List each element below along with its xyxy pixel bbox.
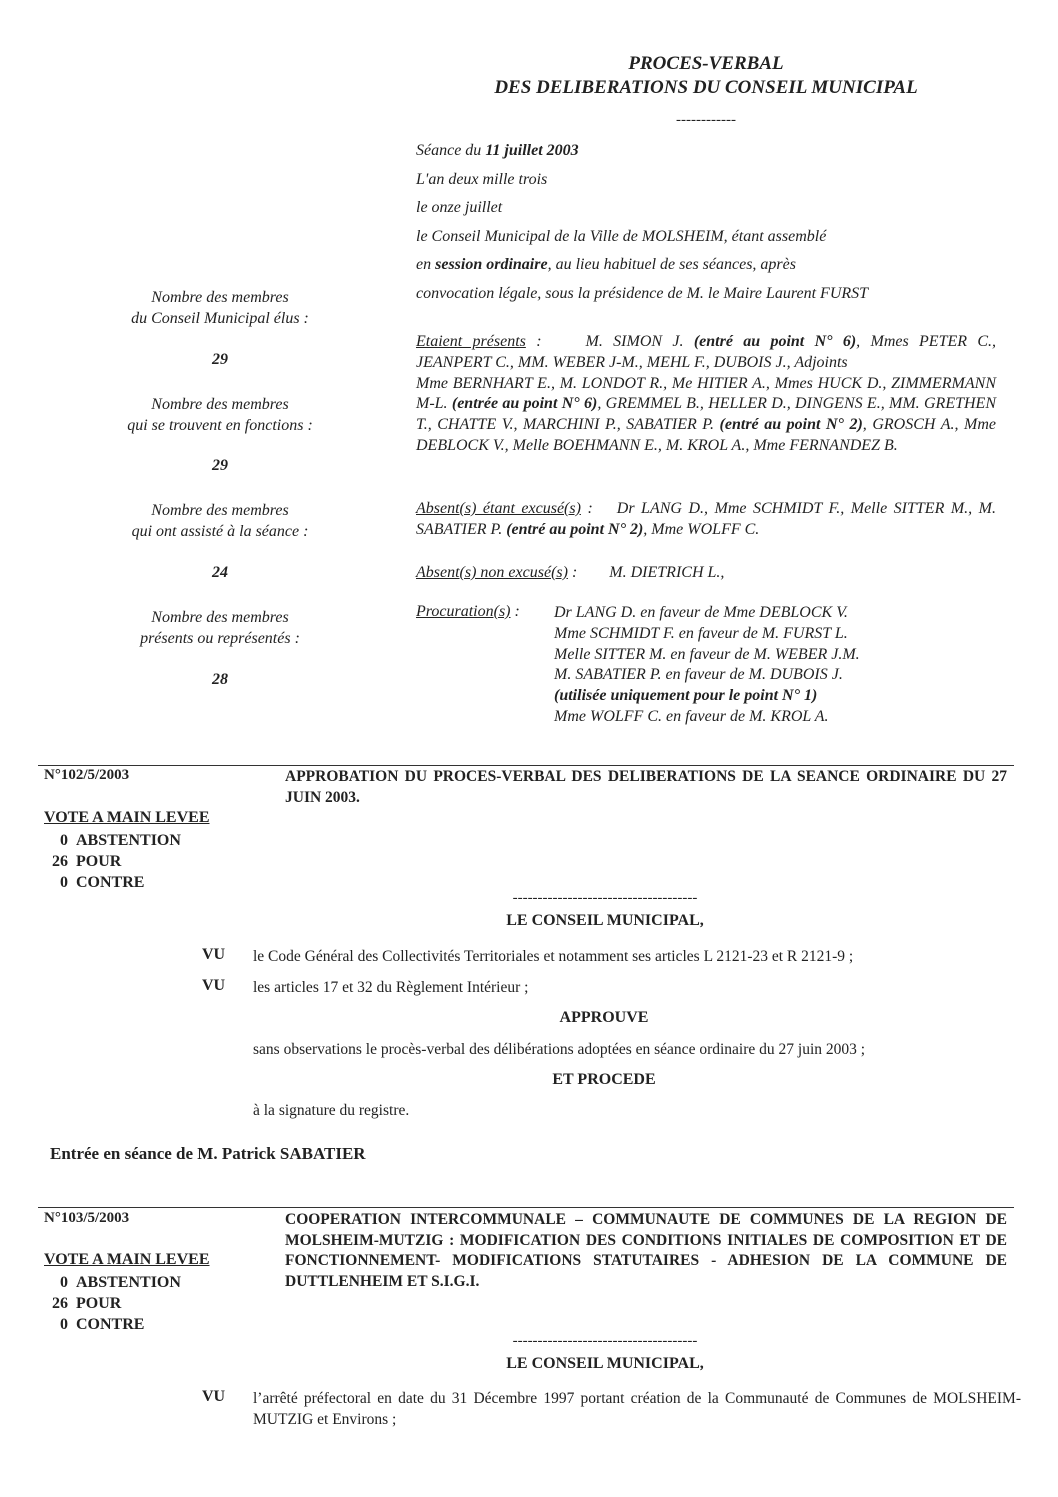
session-suffix: , au lieu habituel de ses séances, après <box>547 256 796 273</box>
vote-contre <box>44 1314 144 1335</box>
procuration-item: M. SABATIER P. en faveur de M. DUBOIS J. <box>554 666 843 684</box>
count-label-line1: Nombre des membres <box>151 609 289 626</box>
deliberation-subject: COOPERATION INTERCOMMUNALE – COMMUNAUTE DE COMMUNES DE LA REGION DE MOLSHEIM-MUTZIG : MODIFICATION DES CONDITIONS INITIALES DE COMPOSITION ET DE FONCTIONNEMENT- MODIFICATIONS STATUTAIRES - ADHESION DE LA COMMUNE DE DUTTLENHEIM ET S.I.G.I. <box>285 1211 1007 1290</box>
absents-non-excuses-label: Absent(s) non excusé(s) <box>416 564 568 581</box>
decision-heading-procede: ET PROCEDE <box>552 1071 656 1088</box>
decision-text-approuve: sans observations le procès-verbal des délibérations adoptées en séance ordinaire du 27 juin 2003 ; <box>253 1041 866 1058</box>
session-prefix: en <box>416 256 436 273</box>
seance-date <box>416 141 579 161</box>
count-elus-label <box>110 287 330 329</box>
vote-count: 0 <box>60 1316 68 1333</box>
presents-text-4: , GREMMEL B., HELLER D., DINGENS E., MM. GRETHEN T., CHATTE V., MARCHINI P., SABATIER P. <box>416 395 997 434</box>
vu-mark: VU <box>202 946 226 963</box>
vote-title: VOTE A MAIN LEVEE <box>44 809 210 826</box>
presents-note-3: (entré au point N° 2) <box>719 416 863 434</box>
count-assiste-value: 24 <box>212 564 228 581</box>
procuration-item: Mme SCHMIDT F. en faveur de M. FURST L. <box>554 624 848 642</box>
deliberation-number: N°102/5/2003 <box>44 767 130 783</box>
vote-abstention <box>44 1272 181 1293</box>
vu-mark: VU <box>202 1388 226 1405</box>
seance-line-presidence: convocation légale, sous la présidence de M. le Maire Laurent FURST <box>416 285 869 302</box>
presents-text-3: Mme BERNHART E., M. LONDOT R., Me HITIER A., Mmes HUCK D., ZIMMERMANN M-L. <box>416 374 996 413</box>
vu-text: le Code Général des Collectivités Territoriales et notamment ses articles L 2121-23 et R 2121-9 ; <box>253 948 854 965</box>
vu-mark: VU <box>202 977 226 994</box>
vote-count: 0 <box>60 874 68 891</box>
section-divider <box>38 1207 1014 1208</box>
presents-text-5: , GROSCH A., Mme DEBLOCK V., Melle BOEHMANN E., M. KROL A., Mme FERNANDEZ B. <box>416 416 997 454</box>
absents-non-excuses-sep: : <box>567 564 578 581</box>
vote-label: POUR <box>76 853 122 870</box>
absents-excuses-text-2: , Mme WOLFF C. <box>643 520 760 538</box>
absents-non-excuses <box>416 563 996 584</box>
presents-label: Etaient présents <box>416 333 526 350</box>
vote-label: POUR <box>76 1295 122 1312</box>
absents-excuses-sep: : <box>580 500 593 517</box>
procurations-list <box>554 603 860 728</box>
presents-paragraph <box>416 332 996 457</box>
decision-text-procede: à la signature du registre. <box>253 1102 410 1119</box>
count-label-line2: qui ont assisté à la séance : <box>131 523 309 540</box>
procuration-note: (utilisée uniquement pour le point N° 1) <box>554 687 818 705</box>
vu-text: les articles 17 et 32 du Règlement Intérieur ; <box>253 979 529 996</box>
decision-heading-approuve: APPROUVE <box>559 1009 649 1026</box>
vote-label: CONTRE <box>76 874 145 891</box>
session-type: session ordinaire <box>435 256 548 273</box>
absents-excuses-text-1: Dr LANG D., Mme SCHMIDT F., Melle SITTER M., M. SABATIER P. <box>416 500 996 538</box>
seance-line-day: le onze juillet <box>416 199 503 216</box>
count-label-line1: Nombre des membres <box>151 289 289 306</box>
absents-excuses-paragraph <box>416 499 996 541</box>
absents-non-excuses-text: M. DIETRICH L., <box>609 564 725 581</box>
procurations-label: Procuration(s) <box>416 603 511 620</box>
vu-text: l’arrêté préfectoral en date du 31 Décembre 1997 portant création de la Communauté de Communes de MOLSHEIM-MUTZIG et Environs ; <box>253 1390 1021 1428</box>
seance-date-prefix: Séance du <box>416 142 486 159</box>
vote-label: CONTRE <box>76 1316 145 1333</box>
count-representes-label <box>110 607 330 649</box>
vote-title: VOTE A MAIN LEVEE <box>44 1251 210 1268</box>
title-separator: ------------ <box>676 112 736 128</box>
absents-excuses-note: (entré au point N° 2) <box>506 520 644 538</box>
council-separator: ------------------------------------- <box>512 890 698 906</box>
count-label-line2: présents ou représentés : <box>140 630 300 647</box>
count-representes-value: 28 <box>212 671 228 688</box>
procuration-item: Mme WOLFF C. en faveur de M. KROL A. <box>554 707 829 725</box>
vote-abstention <box>44 830 181 851</box>
count-label-line2: du Conseil Municipal élus : <box>131 310 309 327</box>
procurations-sep: : <box>510 603 520 620</box>
procuration-item: Dr LANG D. en faveur de Mme DEBLOCK V. <box>554 604 848 621</box>
count-fonctions-value: 29 <box>212 457 228 474</box>
presents-note-2: (entrée au point N° 6) <box>451 395 598 413</box>
seance-date-value: 11 juillet 2003 <box>485 142 579 159</box>
presents-text-1: M. SIMON J. <box>585 333 694 350</box>
count-elus-value: 29 <box>212 351 228 368</box>
document-title-line1: PROCES-VERBAL <box>628 53 784 74</box>
document-title-line2: DES DELIBERATIONS DU CONSEIL MUNICIPAL <box>494 77 918 98</box>
vote-label: ABSTENTION <box>76 832 181 849</box>
presents-note-1: (entré au point N° 6) <box>693 333 857 350</box>
presents-text-2: , Mmes PETER C., JEANPERT C., MM. WEBER J-M., MEHL F., DUBOIS J., Adjoints <box>416 333 997 371</box>
council-separator: ------------------------------------- <box>512 1333 698 1349</box>
count-fonctions-label <box>110 394 330 436</box>
council-heading: LE CONSEIL MUNICIPAL, <box>506 912 704 929</box>
vote-label: ABSTENTION <box>76 1274 181 1291</box>
count-label-line1: Nombre des membres <box>151 502 289 519</box>
count-assiste-label <box>110 500 330 542</box>
deliberation-number: N°103/5/2003 <box>44 1210 130 1226</box>
count-label-line1: Nombre des membres <box>151 396 289 413</box>
presents-sep: : <box>525 333 542 350</box>
count-label-line2: qui se trouvent en fonctions : <box>127 417 313 434</box>
council-heading: LE CONSEIL MUNICIPAL, <box>506 1355 704 1372</box>
procuration-item: Melle SITTER M. en faveur de M. WEBER J.M. <box>554 645 860 663</box>
entree-note: Entrée en séance de M. Patrick SABATIER <box>50 1144 366 1163</box>
section-divider <box>38 765 1014 766</box>
vote-pour <box>44 1293 121 1314</box>
vote-count: 0 <box>60 1274 68 1291</box>
seance-line-council: le Conseil Municipal de la Ville de MOLSHEIM, étant assemblé <box>416 228 827 245</box>
seance-line-year: L'an deux mille trois <box>416 171 548 188</box>
absents-excuses-label: Absent(s) étant excusé(s) <box>416 500 581 517</box>
vote-pour <box>44 851 121 872</box>
vote-count: 26 <box>52 1295 68 1312</box>
deliberation-subject: APPROBATION DU PROCES-VERBAL DES DELIBERATIONS DE LA SEANCE ORDINAIRE DU 27 JUIN 2003. <box>285 768 1007 806</box>
vote-contre <box>44 872 144 893</box>
seance-line-session <box>416 255 796 275</box>
vote-count: 26 <box>52 853 68 870</box>
vote-count: 0 <box>60 832 68 849</box>
procurations-label-wrap <box>416 603 520 621</box>
